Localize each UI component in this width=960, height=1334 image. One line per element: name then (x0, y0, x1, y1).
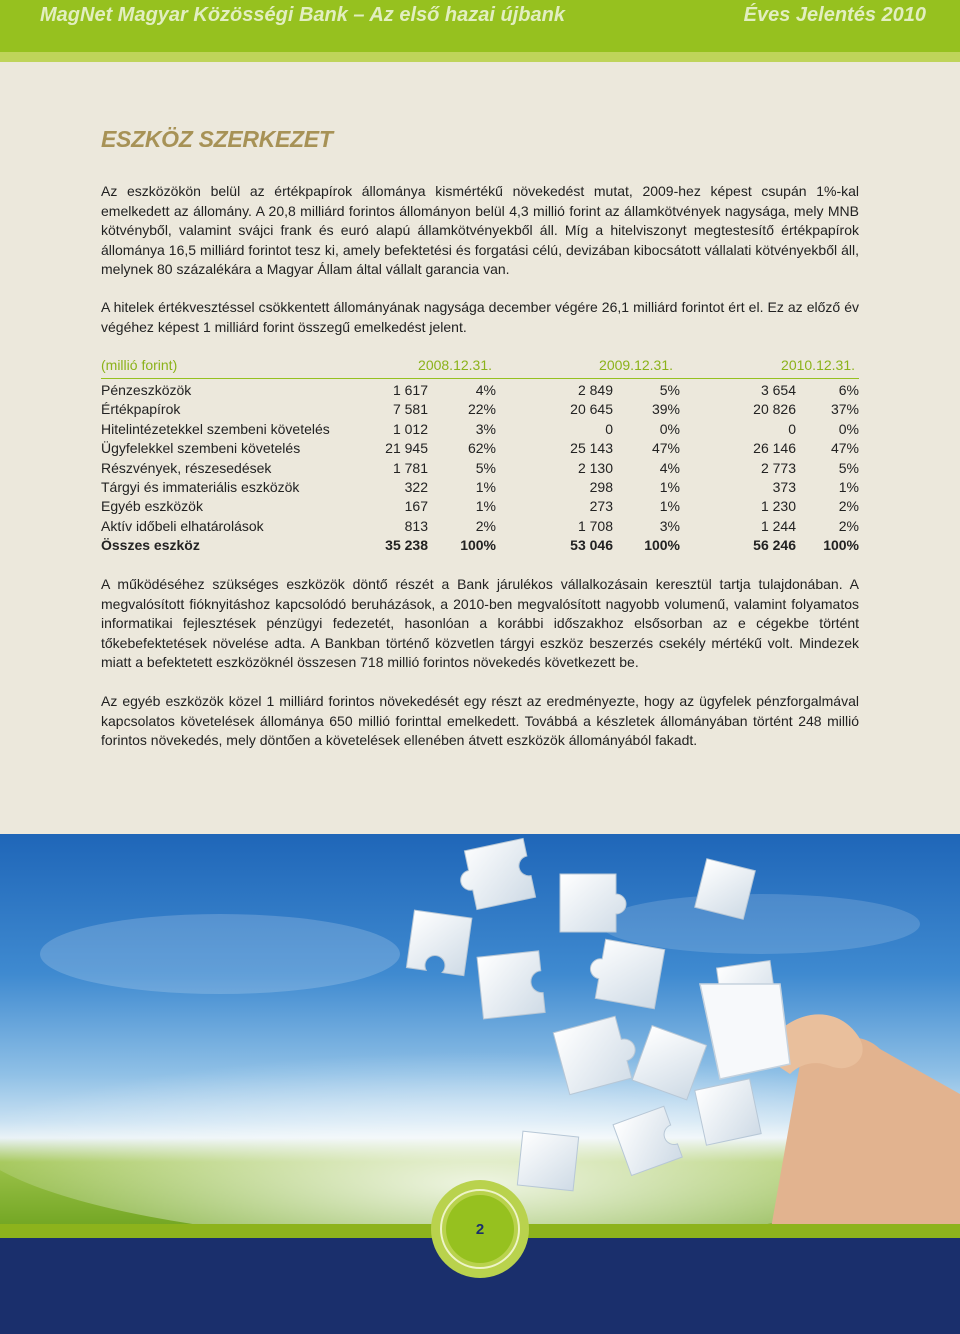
percent-2009: 47% (651, 440, 680, 457)
percent-2009: 100% (644, 537, 680, 554)
value-2010: 373 (772, 478, 796, 495)
percent-2008: 62% (467, 440, 496, 457)
table-date-2009: 2009.12.31. (599, 357, 673, 373)
value-2009: 0 (605, 420, 613, 437)
header-bank-name: MagNet Magyar Közösségi Bank – Az első hazai újbank (40, 4, 565, 26)
value-2008: 322 (404, 478, 428, 495)
percent-2010: 47% (830, 440, 859, 457)
percent-2008: 2% (475, 517, 496, 534)
value-2008: 1 012 (392, 420, 428, 437)
row-label: Pénzeszközök (101, 382, 192, 398)
header-strip (0, 52, 960, 62)
percent-2010: 6% (838, 382, 859, 398)
table-row (101, 497, 859, 516)
paragraph-fixed-assets: A működéséhez szükséges eszközök döntő részét a Bank járulékos vállalkozásain keresztül tartja tulajdonában. A megvalósított fióknyitáshoz kapcsolódó beruházások, a 2010-ben megvalósított nagyobb volumenű, valamint folyamatos informatikai fejlesztések pénzügyi fedezetét, hasonlóan a korábbi időszakhoz elsősorban az e cégekbe történt tőkebefektetések növelése adta. A Bankban történő közvetlen tárgyi eszköz beszerzés csekély mértékű volt. Mindezek miatt a befektetett eszközöknél összesen 718 millió forintos növekedés következett be. (101, 576, 859, 670)
percent-2010: 100% (823, 537, 859, 554)
percent-2009: 1% (659, 478, 680, 495)
percent-2009: 3% (659, 517, 680, 534)
value-2009: 2 130 (577, 459, 613, 476)
value-2008: 21 945 (385, 440, 428, 457)
value-2009: 2 849 (577, 382, 613, 398)
percent-2010: 0% (838, 420, 859, 437)
value-2008: 1 617 (392, 382, 428, 398)
paragraph-other-assets: Az egyéb eszközök közel 1 milliárd forintos növekedését egy részt az eredményezte, hogy az ügyfelek pénzforgalmával kapcsolatos követelések állománya 650 millió forinttal emelkedett. Továbbá a készletek állományában történt 248 millió forintos növekedés, mely döntően a követelések ellenében átvett eszközök állományából fakadt. (101, 693, 859, 748)
section-title: ESZKÖZ SZERKEZET (101, 126, 333, 152)
table-unit-label: (millió forint) (101, 357, 178, 373)
table-total-row (101, 536, 859, 555)
table-date-2008: 2008.12.31. (418, 357, 492, 373)
header-report-title: Éves Jelentés 2010 (743, 4, 926, 26)
percent-2010: 5% (838, 459, 859, 476)
value-2010: 1 244 (760, 517, 796, 534)
row-label: Hitelintézetekkel szembeni követelés (101, 420, 330, 437)
value-2010: 1 230 (760, 498, 796, 515)
value-2008: 35 238 (385, 537, 428, 554)
table-row (101, 517, 859, 536)
value-2008: 1 781 (392, 459, 428, 476)
row-label: Egyéb eszközök (101, 498, 203, 515)
percent-2009: 39% (651, 401, 680, 418)
percent-2008: 22% (467, 401, 496, 418)
value-2008: 813 (404, 517, 428, 534)
value-2009: 273 (589, 498, 613, 515)
table-row (101, 459, 859, 478)
value-2010: 3 654 (760, 382, 796, 398)
value-2010: 20 826 (753, 401, 796, 418)
percent-2010: 2% (838, 498, 859, 515)
table-row (101, 400, 859, 419)
percent-2010: 37% (830, 401, 859, 418)
percent-2008: 100% (460, 537, 496, 554)
value-2010: 26 146 (753, 440, 796, 457)
row-label: Értékpapírok (101, 401, 181, 418)
value-2008: 167 (404, 498, 428, 515)
value-2009: 298 (589, 478, 613, 495)
value-2010: 0 (788, 420, 796, 437)
page-number: 2 (446, 1195, 514, 1263)
row-label: Részvények, részesedések (101, 459, 272, 476)
value-2008: 7 581 (392, 401, 428, 418)
value-2009: 53 046 (570, 537, 613, 554)
value-2010: 2 773 (760, 459, 796, 476)
row-label: Összes eszköz (101, 537, 200, 554)
table-row (101, 478, 859, 497)
value-2010: 56 246 (753, 537, 796, 554)
percent-2009: 0% (659, 420, 680, 437)
table-row (101, 439, 859, 458)
paragraph-loans: A hitelek értékvesztéssel csökkentett állományának nagysága december végére 26,1 milliárd forintot ért el. Ez az előző év végéhez képest 1 milliárd forint összegű emelkedést jelent. (101, 299, 859, 335)
page-header (0, 0, 960, 52)
paragraph-securities: Az eszközökön belül az értékpapírok állománya kismértékű növekedést mutat, 2009-hez képest csupán 1%-kal emelkedett az állomány. A 20,8 milliárd forintos állományon belül 4,3 millió forint az államkötvények nagysága, mely MNB kötvényből, valamint svájci frank és euró alapú államkötvényekből áll. Míg a hitelviszonyt megtestesítő értékpapírok állománya 16,5 milliárd forintot tesz ki, amely befektetési és forgatási célú, devizában kibocsátott vállalati kötvényekből áll, melynek 80 százalékára a Magyar Állam által vállalt garancia van. (101, 183, 859, 277)
table-row (101, 381, 859, 400)
percent-2010: 1% (838, 478, 859, 495)
percent-2009: 1% (659, 498, 680, 515)
content-area (0, 62, 960, 834)
value-2009: 25 143 (570, 440, 613, 457)
hand-puzzle-photo (0, 834, 960, 1234)
table-date-2010: 2010.12.31. (781, 357, 855, 373)
row-label: Tárgyi és immateriális eszközök (101, 478, 300, 495)
asset-structure-table (101, 381, 859, 556)
table-row (101, 420, 859, 439)
percent-2008: 4% (475, 382, 496, 398)
percent-2008: 1% (475, 478, 496, 495)
percent-2008: 3% (475, 420, 496, 437)
row-label: Ügyfelekkel szembeni követelés (101, 440, 301, 457)
percent-2009: 5% (659, 382, 680, 398)
value-2009: 20 645 (570, 401, 613, 418)
percent-2008: 5% (475, 459, 496, 476)
table-header (101, 356, 859, 379)
row-label: Aktív időbeli elhatárolások (101, 517, 264, 534)
percent-2009: 4% (659, 459, 680, 476)
value-2009: 1 708 (577, 517, 613, 534)
puzzle-illustration (0, 834, 960, 1234)
percent-2010: 2% (838, 517, 859, 534)
percent-2008: 1% (475, 498, 496, 515)
